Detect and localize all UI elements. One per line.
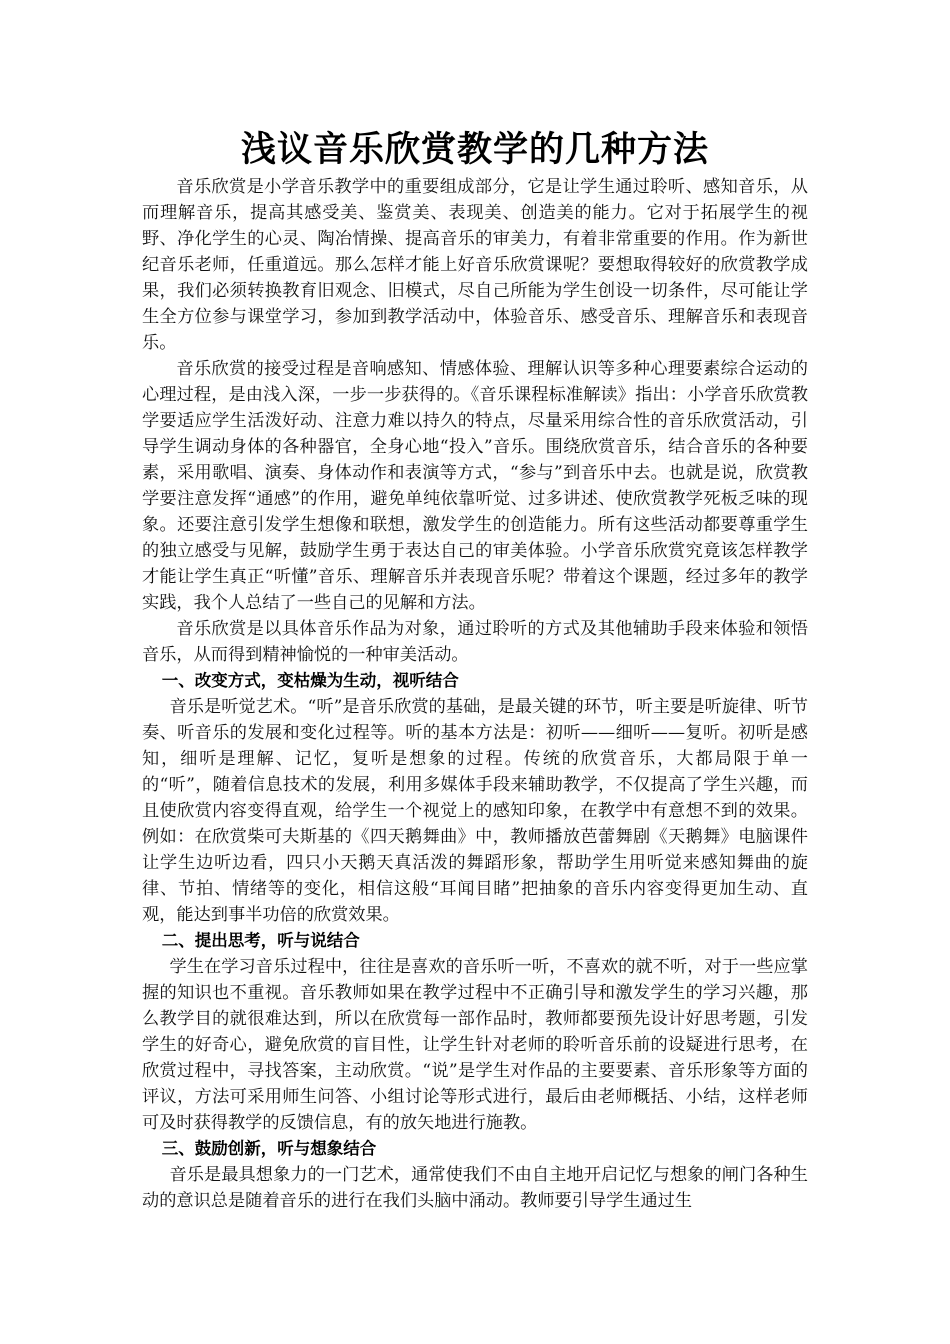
- section-paragraph-1: 音乐是听觉艺术。“听”是音乐欣赏的基础，是最关键的环节，听主要是听旋律、听节奏、听音乐的发展和变化过程等。听的基本方法是：初听——细听——复听。初听是感知，细听是理解、记忆，复听是想象的过程。传统的欣赏音乐，大都局限于单一的“听”，随着信息技术的发展，利用多媒体手段来辅助教学，不仅提高了学生兴趣，而且使欣赏内容变得直观，给学生一个视觉上的感知印象，在教学中有意想不到的效果。例如：在欣赏柴可夫斯基的《四天鹅舞曲》中，教师播放芭蕾舞剧《天鹅舞》电脑课件让学生边听边看，四只小天鹅天真活泼的舞蹈形象，帮助学生用听觉来感知舞曲的旋律、节拍、情绪等的变化，相信这般“耳闻目睹”把抽象的音乐内容变得更加生动、直观，能达到事半功倍的欣赏效果。: [142, 697, 808, 925]
- intro-paragraph-1: 音乐欣赏是小学音乐教学中的重要组成部分，它是让学生通过聆听、感知音乐，从而理解音乐，提高其感受美、鉴赏美、表现美、创造美的能力。它对于拓展学生的视野、净化学生的心灵、陶冶情操、提高音乐的审美力，有着非常重要的作用。作为新世纪音乐老师，任重道远。那么怎样才能上好音乐欣赏课呢？要想取得较好的欣赏教学成果，我们必须转换教育旧观念、旧模式，尽自己所能为学生创设一切条件，尽可能让学生全方位参与课堂学习，参加到教学活动中，体验音乐、感受音乐、理解音乐和表现音乐。: [142, 177, 808, 353]
- section-paragraph-3: 音乐是最具想象力的一门艺术，通常使我们不由自主地开启记忆与想象的闸门各种生动的意识总是随着音乐的进行在我们头脑中涌动。教师要引导学生通过生: [142, 1165, 808, 1211]
- intro-paragraph-2: 音乐欣赏的接受过程是音响感知、情感体验、理解认识等多种心理要素综合运动的心理过程，是由浅入深，一步一步获得的。《音乐课程标准解读》指出：小学音乐欣赏教学要适应学生活泼好动、注意力难以持久的特点，尽量采用综合性的音乐欣赏活动，引导学生调动身体的各种器官，全身心地“投入”音乐。围绕欣赏音乐，结合音乐的各种要素，采用歌唱、演奏、身体动作和表演等方式，“参与”到音乐中去。也就是说，欣赏教学要注意发挥“通感”的作用，避免单纯依靠听觉、过多讲述、使欣赏教学死板乏味的现象。还要注意引发学生想像和联想，激发学生的创造能力。所有这些活动都要尊重学生的独立感受与见解，鼓励学生勇于表达自己的审美体验。小学音乐欣赏究竟该怎样教学才能让学生真正“听懂”音乐、理解音乐并表现音乐呢？带着这个课题，经过多年的教学实践，我个人总结了一些自己的见解和方法。: [142, 359, 808, 613]
- section-heading-2: 二、提出思考，听与说结合: [161, 931, 360, 950]
- document-body: [142, 174, 808, 1214]
- section-heading-1: 一、改变方式，变枯燥为生动，视听结合: [161, 671, 459, 690]
- section-paragraph-2: 学生在学习音乐过程中，往往是喜欢的音乐听一听，不喜欢的就不听，对于一些应掌握的知识也不重视。音乐教师如果在教学过程中不正确引导和激发学生的学习兴趣，那么教学目的就很难达到，所以在欣赏每一部作品时，教师都要预先设计好思考题，引发学生的好奇心，避免欣赏的盲目性，让学生针对老师的聆听音乐前的设疑进行思考，在欣赏过程中，寻找答案，主动欣赏。“说”是学生对作品的主要要素、音乐形象等方面的评议，方法可采用师生问答、小组讨论等形式进行，最后由老师概括、小结，这样老师可及时获得教学的反馈信息，有的放矢地进行施教。: [142, 957, 808, 1133]
- section-heading-3: 三、鼓励创新，听与想象结合: [161, 1139, 377, 1158]
- document-title: 浅议音乐欣赏教学的几种方法: [240, 130, 709, 170]
- intro-paragraph-3: 音乐欣赏是以具体音乐作品为对象，通过聆听的方式及其他辅助手段来体验和领悟音乐，从而得到精神愉悦的一种审美活动。: [142, 619, 808, 665]
